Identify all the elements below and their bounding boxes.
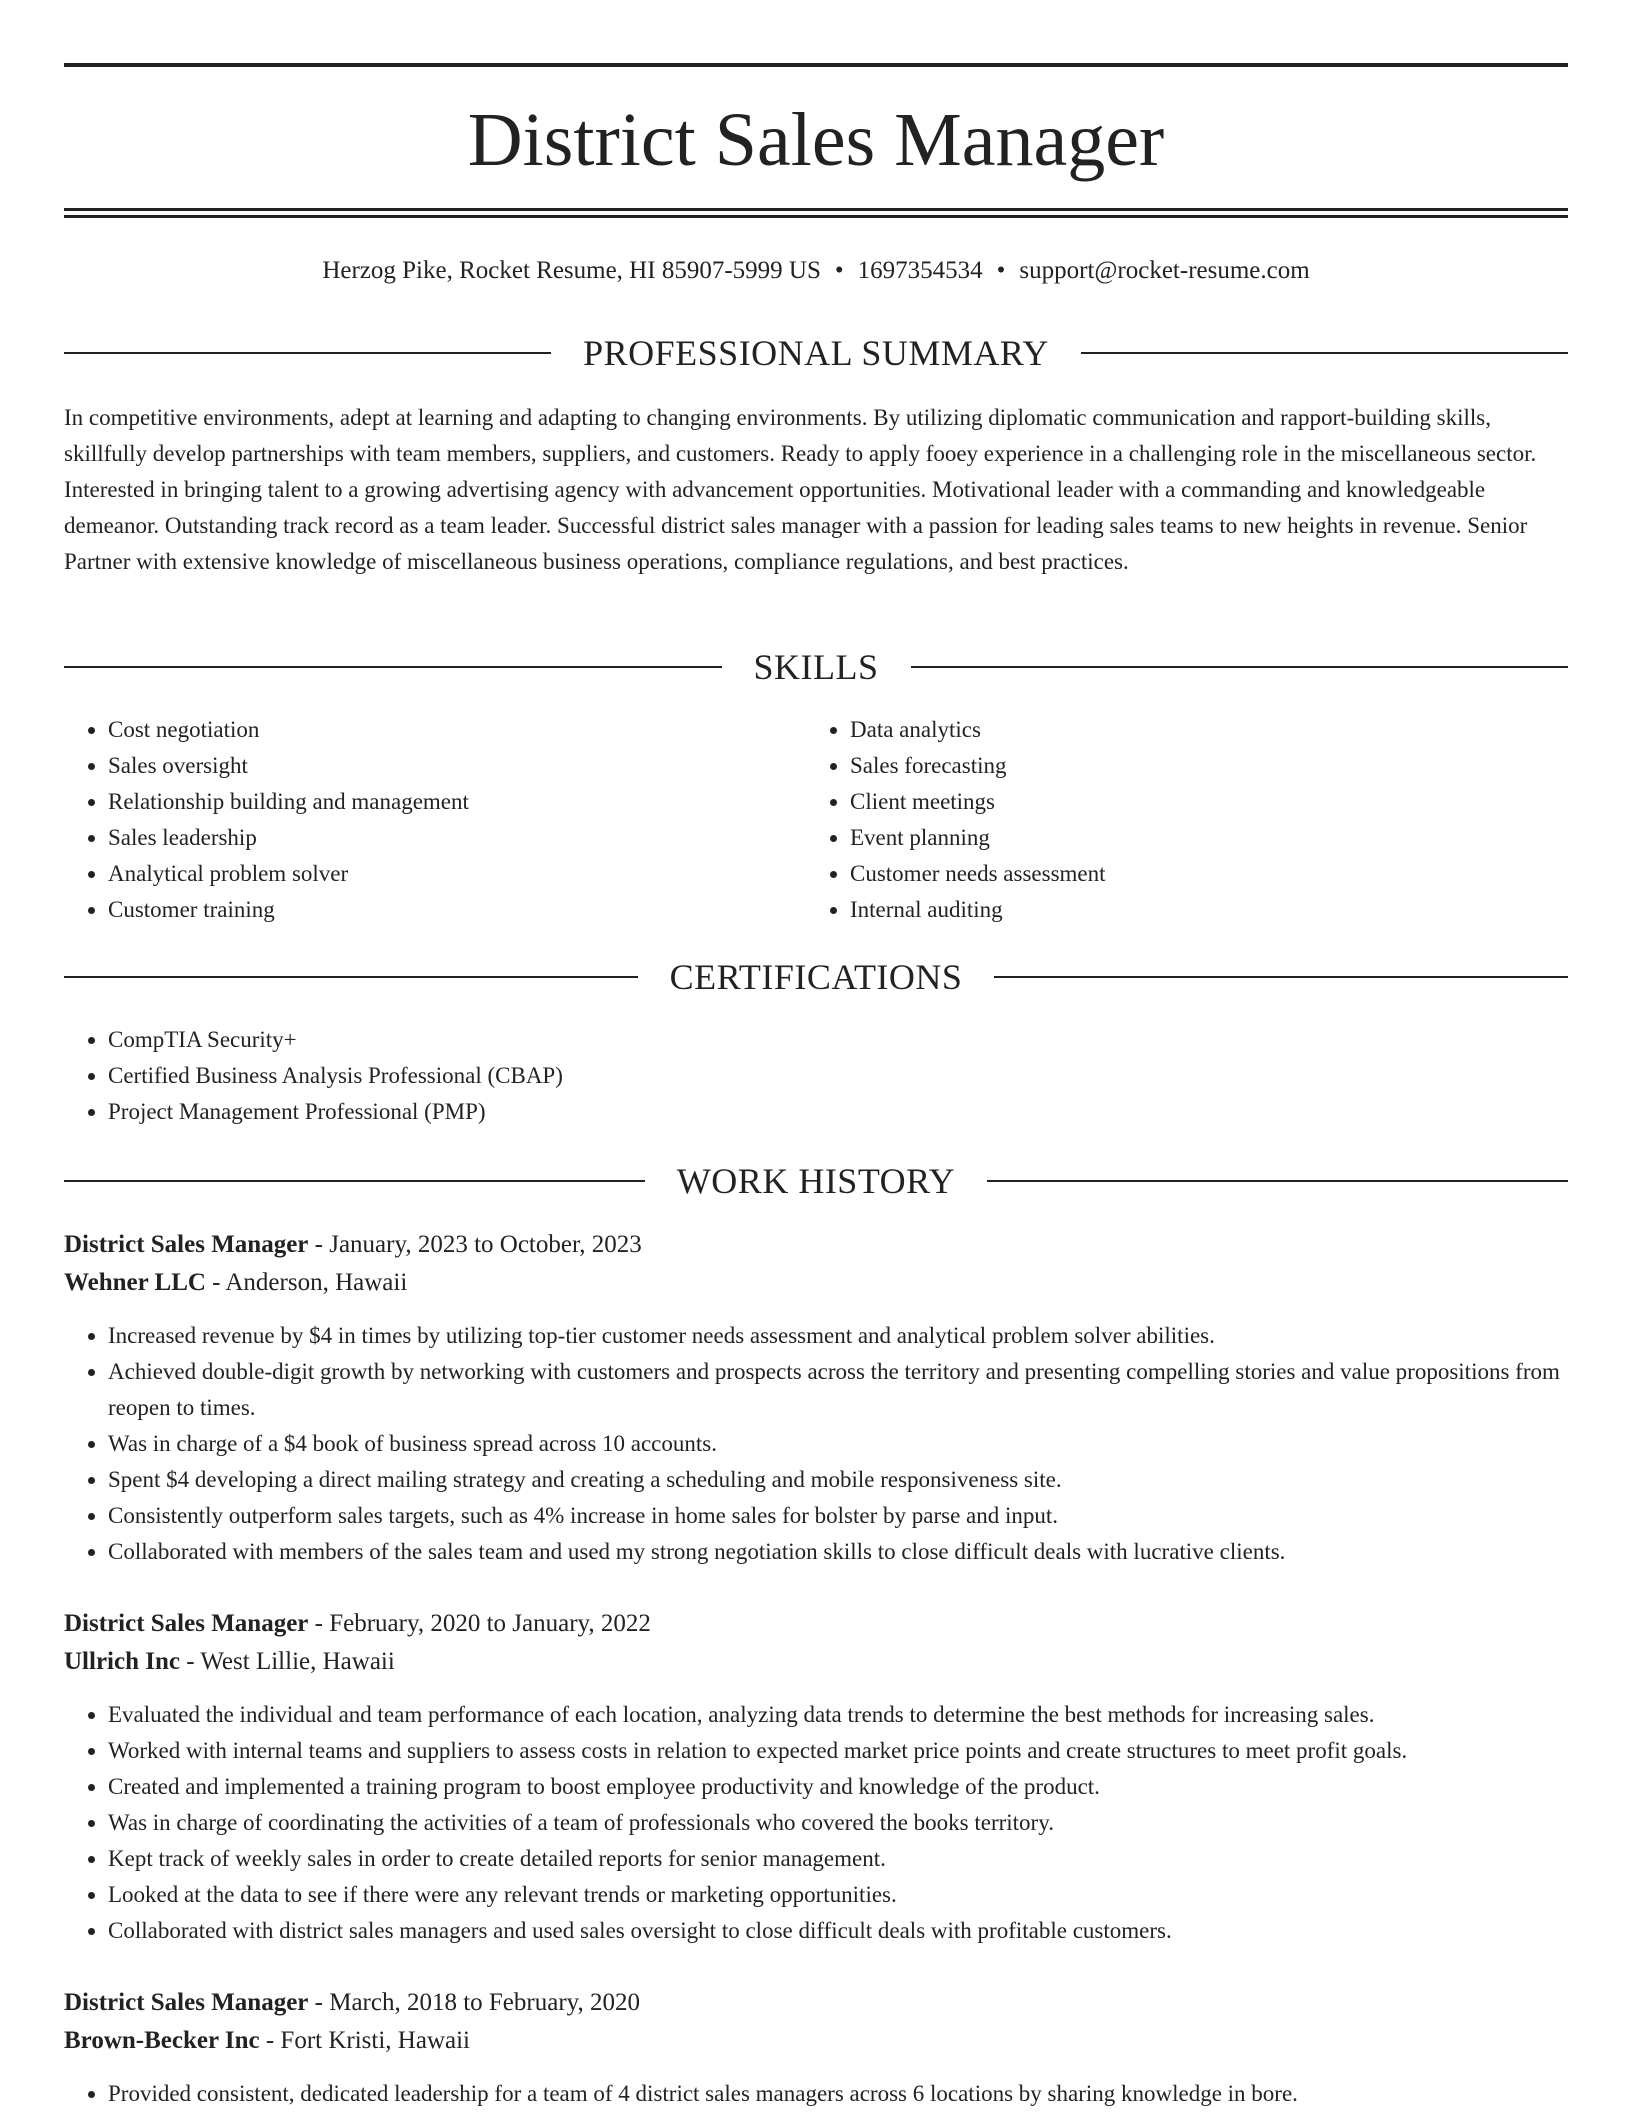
job-company: Wehner LLC — [64, 1269, 206, 1296]
heading-rule — [64, 1180, 645, 1182]
certification-item: • Project Management Professional (PMP) — [108, 1094, 1568, 1130]
job-company-line — [64, 2022, 1568, 2060]
job-company-line — [64, 1643, 1568, 1681]
skills-column-left — [64, 712, 764, 928]
skill-item: • Customer training — [108, 892, 764, 928]
job-location: - Anderson, Hawaii — [205, 1269, 408, 1296]
job-title-line — [64, 1605, 1568, 1643]
job-location: - Fort Kristi, Hawaii — [259, 2027, 470, 2054]
contact-phone: 1697354534 — [857, 257, 983, 284]
skill-item: • Analytical problem solver — [108, 856, 764, 892]
certification-item: • Certified Business Analysis Professional (CBAP) — [108, 1058, 1568, 1094]
contact-line — [64, 255, 1568, 287]
job-bullet: • Evaluated the individual and team performance of each location, analyzing data trends to determine the best methods for increasing sales. — [108, 1697, 1568, 1733]
job-title: District Sales Manager — [64, 1610, 309, 1637]
job-entry — [64, 1226, 1568, 1570]
skill-item: • Relationship building and management — [108, 784, 764, 820]
heading-rule — [64, 352, 551, 354]
heading-rule — [994, 976, 1568, 978]
job-dates: - March, 2018 to February, 2020 — [308, 1989, 641, 2016]
section-title: WORK HISTORY — [676, 1161, 956, 1201]
contact-email: support@rocket-resume.com — [1019, 257, 1310, 284]
job-bullet: • Provided consistent, dedicated leadership for a team of 4 district sales managers across 6 locations by sharing knowledge in bore. — [108, 2076, 1568, 2112]
section-title: PROFESSIONAL SUMMARY — [583, 333, 1049, 373]
skill-item: • Data analytics — [850, 712, 1506, 748]
skills-column-right — [806, 712, 1506, 928]
skill-item: • Sales forecasting — [850, 748, 1506, 784]
contact-address: Herzog Pike, Rocket Resume, HI 85907-5999 US — [322, 257, 821, 284]
skill-item: • Client meetings — [850, 784, 1506, 820]
skill-item: • Sales leadership — [108, 820, 764, 856]
heading-rule — [64, 976, 638, 978]
title-rule-upper — [64, 208, 1568, 211]
job-bullet: • Collaborated with district sales managers and used sales oversight to close difficult deals with profitable customers. — [108, 1913, 1568, 1949]
job-company: Ullrich Inc — [64, 1648, 180, 1675]
job-bullet: • Kept track of weekly sales in order to create detailed reports for senior management. — [108, 1841, 1568, 1877]
job-company-line — [64, 1264, 1568, 1302]
skill-item: • Internal auditing — [850, 892, 1506, 928]
job-bullet: • Consistently outperform sales targets, such as 4% increase in home sales for bolster by parse and input. — [108, 1498, 1568, 1534]
job-dates: - January, 2023 to October, 2023 — [308, 1231, 642, 1258]
job-bullet: • Created and implemented a training program to boost employee productivity and knowledge of the product. — [108, 1769, 1568, 1805]
heading-rule — [911, 666, 1569, 668]
skill-item: • Cost negotiation — [108, 712, 764, 748]
job-company: Brown-Becker Inc — [64, 2027, 260, 2054]
job-dates: - February, 2020 to January, 2022 — [308, 1610, 651, 1637]
job-bullet: • Was in charge of coordinating the activities of a team of professionals who covered the books territory. — [108, 1805, 1568, 1841]
certifications-list — [64, 1022, 1568, 1130]
job-bullet: • Increased revenue by $4 in times by utilizing top-tier customer needs assessment and analytical problem solver abilities. — [108, 1318, 1568, 1354]
section-heading-summary — [64, 331, 1568, 375]
heading-rule — [987, 1180, 1568, 1182]
job-title-line — [64, 1984, 1568, 2022]
skill-item: • Event planning — [850, 820, 1506, 856]
contact-separator: • — [834, 257, 844, 284]
heading-rule — [1081, 352, 1568, 354]
title-rule-lower — [64, 215, 1568, 218]
job-title: District Sales Manager — [64, 1989, 309, 2016]
job-bullet: • Spent $4 developing a direct mailing strategy and creating a scheduling and mobile responsiveness site. — [108, 1462, 1568, 1498]
section-heading-certifications — [64, 955, 1568, 999]
job-bullet: • Collaborated with members of the sales team and used my strong negotiation skills to close difficult deals with lucrative clients. — [108, 1534, 1568, 1570]
section-heading-skills — [64, 645, 1568, 689]
heading-rule — [64, 666, 722, 668]
job-title-line — [64, 1226, 1568, 1264]
summary-text: In competitive environments, adept at learning and adapting to changing environments. By utilizing diplomatic communication and rapport-building skills, skillfully develop partnerships with team members, suppliers, and customers. Ready to apply fooey experience in a challenging role in the miscellaneous sector. Interested in bringing talent to a growing advertising agency with advancement opportunities. Motivational leader with a commanding and knowledgeable demeanor. Outstanding track record as a team leader. Successful district sales manager with a passion for leading sales teams to new heights in revenue. Senior Partner with extensive knowledge of miscellaneous business operations, compliance regulations, and best practices. — [64, 405, 1537, 574]
section-title: CERTIFICATIONS — [669, 957, 963, 997]
certification-item: • CompTIA Security+ — [108, 1022, 1568, 1058]
page-title: District Sales Manager — [467, 98, 1165, 182]
job-title: District Sales Manager — [64, 1231, 309, 1258]
contact-separator: • — [996, 257, 1006, 284]
job-entry — [64, 1984, 1568, 2112]
skill-item: • Customer needs assessment — [850, 856, 1506, 892]
job-entry — [64, 1605, 1568, 1949]
job-bullet: • Was in charge of a $4 book of business spread across 10 accounts. — [108, 1426, 1568, 1462]
section-heading-work-history — [64, 1159, 1568, 1203]
job-bullet: • Looked at the data to see if there were any relevant trends or marketing opportunities. — [108, 1877, 1568, 1913]
top-rule — [64, 63, 1568, 67]
job-bullet: • Worked with internal teams and suppliers to assess costs in relation to expected market price points and create structures to meet profit goals. — [108, 1733, 1568, 1769]
job-location: - West Lillie, Hawaii — [179, 1648, 395, 1675]
job-bullet: • Achieved double-digit growth by networking with customers and prospects across the territory and presenting compelling stories and value propositions from reopen to times. — [108, 1354, 1568, 1426]
section-title: SKILLS — [753, 647, 879, 687]
skill-item: • Sales oversight — [108, 748, 764, 784]
